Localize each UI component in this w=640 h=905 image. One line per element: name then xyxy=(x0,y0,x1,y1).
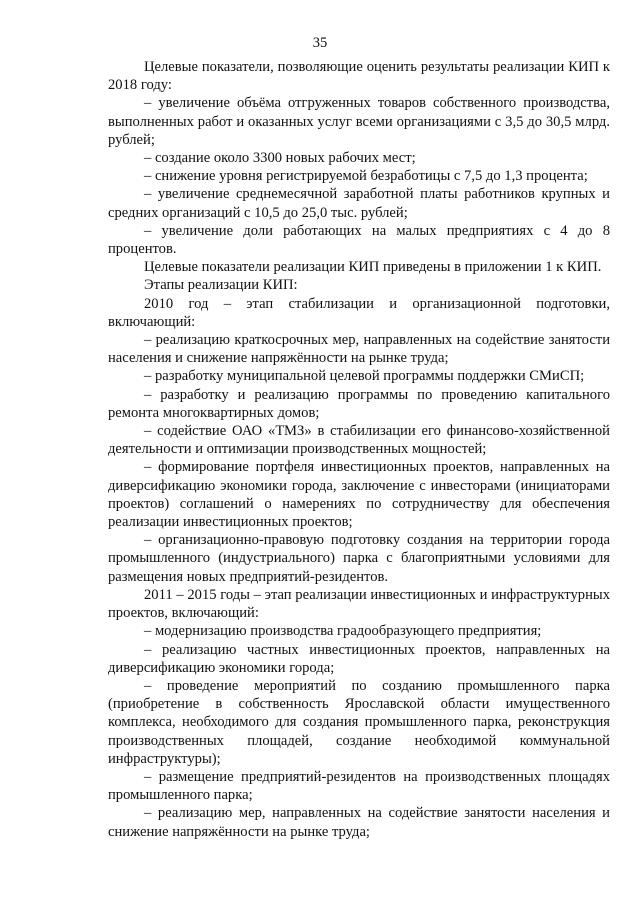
paragraph-stage-2011-2015: 2011 – 2015 годы – этап реализации инвестиционных и инфраструктурных проектов, включающий: xyxy=(108,586,610,622)
document-body xyxy=(108,58,610,841)
list-item-small-business: – увеличение доли работающих на малых предприятиях с 4 до 8 процентов. xyxy=(108,222,610,258)
page-number: 35 xyxy=(312,35,328,51)
list-item-private-projects: – реализацию частных инвестиционных проектов, направленных на диверсификацию экономики города; xyxy=(108,641,610,676)
list-item-smisp-program: – разработку муниципальной целевой программы поддержки СМиСП; xyxy=(144,368,585,385)
paragraph-stage-2010: 2010 год – этап стабилизации и организационной подготовки, включающий: xyxy=(108,295,610,330)
list-item-unemployment: – снижение уровня регистрируемой безработицы с 7,5 до 1,3 процента; xyxy=(144,168,588,185)
list-item-housing-repair: – разработку и реализацию программы по проведению капитального ремонта многоквартирных домов; xyxy=(108,386,610,421)
list-item-tmz-support: – содействие ОАО «ТМЗ» в стабилизации его финансово-хозяйственной деятельности и оптимизации производственных мощностей; xyxy=(108,423,610,458)
paragraph-stages-heading: Этапы реализации КИП: xyxy=(144,277,298,294)
list-item-salary: – увеличение среднемесячной заработной платы работников крупных и средних организаций с 10,5 до 25,0 тыс. рублей; xyxy=(108,186,610,221)
paragraph-appendix-reference: Целевые показатели реализации КИП приведены в приложении 1 к КИП. xyxy=(144,259,602,276)
list-item-industrial-park-prep: – организационно-правовую подготовку создания на территории города промышленного (индустриального) парка с благоприятными условиями для размещения новых предприятий-резидентов. xyxy=(108,532,610,585)
list-item-industrial-park-creation: – проведение мероприятий по созданию промышленного парка (приобретение в собственность Ярославской области имущественного комплекса, необходимого для создания промышленного парка, реконструкция производственных площадей, создание необходимой коммунальной инфраструктуры); xyxy=(108,677,610,767)
list-item-short-term-measures: – реализацию краткосрочных мер, направленных на содействие занятости населения и снижение напряжённости на рынке труда; xyxy=(108,332,610,367)
list-item-investment-portfolio: – формирование портфеля инвестиционных проектов, направленных на диверсификацию экономики города, заключение с инвесторами (инициаторами проектов) соглашений о намерениях по сотрудничеству для обеспечения реализации инвестиционных проектов; xyxy=(108,459,610,531)
list-item-modernization: – модернизацию производства градообразующего предприятия; xyxy=(144,623,542,640)
list-item-employment-measures: – реализацию мер, направленных на содействие занятости населения и снижение напряжённости на рынке труда; xyxy=(108,805,610,840)
list-item-shipped-goods: – увеличение объёма отгруженных товаров собственного производства, выполненных работ и оказанных услуг всеми организациями с 3,5 до 30,5 млрд. рублей; xyxy=(108,95,610,148)
list-item-resident-placement: – размещение предприятий-резидентов на производственных площадях промышленного парка; xyxy=(108,768,610,804)
list-item-new-jobs: – создание около 3300 новых рабочих мест; xyxy=(144,150,416,167)
paragraph-target-indicators-intro: Целевые показатели, позволяющие оценить результаты реализации КИП к 2018 году: xyxy=(108,59,610,94)
